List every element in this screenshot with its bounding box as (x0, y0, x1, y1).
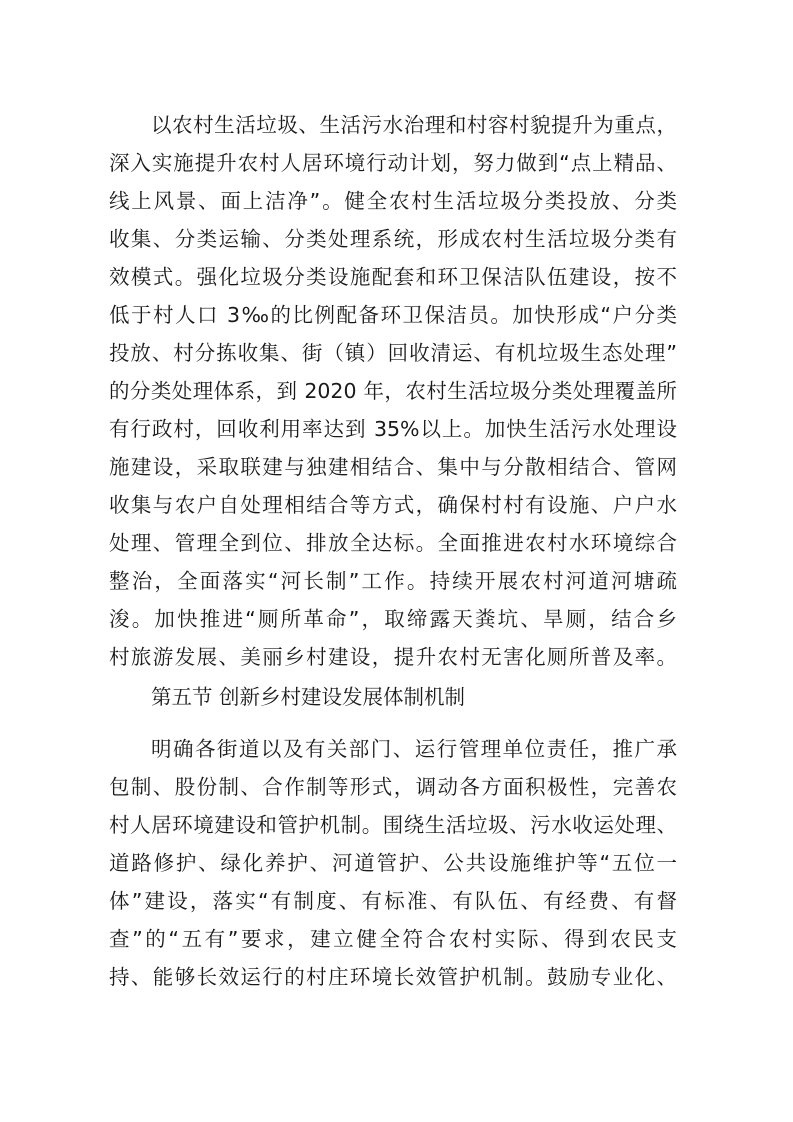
paragraph-line: 查”的“五有”要求，建立健全符合农村实际、得到农民支 (109, 927, 677, 951)
paragraph-line: 施建设，采取联建与独建相结合、集中与分散相结合、管网 (109, 455, 677, 479)
paragraph-line: 的分类处理体系，到 2020 年，农村生活垃圾分类处理覆盖所 (109, 379, 677, 403)
paragraph-line: 以农村生活垃圾、生活污水治理和村容村貌提升为重点， (151, 113, 677, 137)
paragraph-line: 浚。加快推进“厕所革命”，取缔露天粪坑、旱厕，结合乡 (109, 607, 677, 631)
paragraph-line: 线上风景、面上洁净”。健全农村生活垃圾分类投放、分类 (109, 189, 677, 213)
paragraph-line: 村旅游发展、美丽乡村建设，提升农村无害化厕所普及率。 (109, 645, 677, 669)
paragraph-line: 体”建设，落实“有制度、有标准、有队伍、有经费、有督 (109, 889, 677, 913)
paragraph-line: 收集、分类运输、分类处理系统，形成农村生活垃圾分类有 (109, 227, 677, 251)
paragraph-line: 处理、管理全到位、排放全达标。全面推进农村水环境综合 (109, 531, 677, 555)
paragraph-line: 有行政村，回收利用率达到 35%以上。加快生活污水处理设 (109, 417, 677, 441)
paragraph-line: 包制、股份制、合作制等形式，调动各方面积极性，完善农 (109, 775, 677, 799)
section-heading: 第五节 创新乡村建设发展体制机制 (151, 685, 466, 709)
paragraph-line: 明确各街道以及有关部门、运行管理单位责任，推广承 (151, 737, 677, 761)
paragraph-line: 低于村人口 3‰的比例配备环卫保洁员。加快形成“户分类 (109, 303, 677, 327)
paragraph-line: 村人居环境建设和管护机制。围绕生活垃圾、污水收运处理、 (109, 813, 677, 837)
paragraph-line: 收集与农户自处理相结合等方式，确保村村有设施、户户水 (109, 493, 677, 517)
paragraph-line: 持、能够长效运行的村庄环境长效管护机制。鼓励专业化、 (109, 965, 677, 989)
paragraph-line: 效模式。强化垃圾分类设施配套和环卫保洁队伍建设，按不 (109, 265, 677, 289)
paragraph-line: 道路修护、绿化养护、河道管护、公共设施维护等“五位一 (109, 851, 677, 875)
paragraph-line: 投放、村分拣收集、街（镇）回收清运、有机垃圾生态处理” (109, 341, 677, 365)
paragraph-line: 整治，全面落实“河长制”工作。持续开展农村河道河塘疏 (109, 569, 677, 593)
paragraph-line: 深入实施提升农村人居环境行动计划，努力做到“点上精品、 (109, 151, 677, 175)
